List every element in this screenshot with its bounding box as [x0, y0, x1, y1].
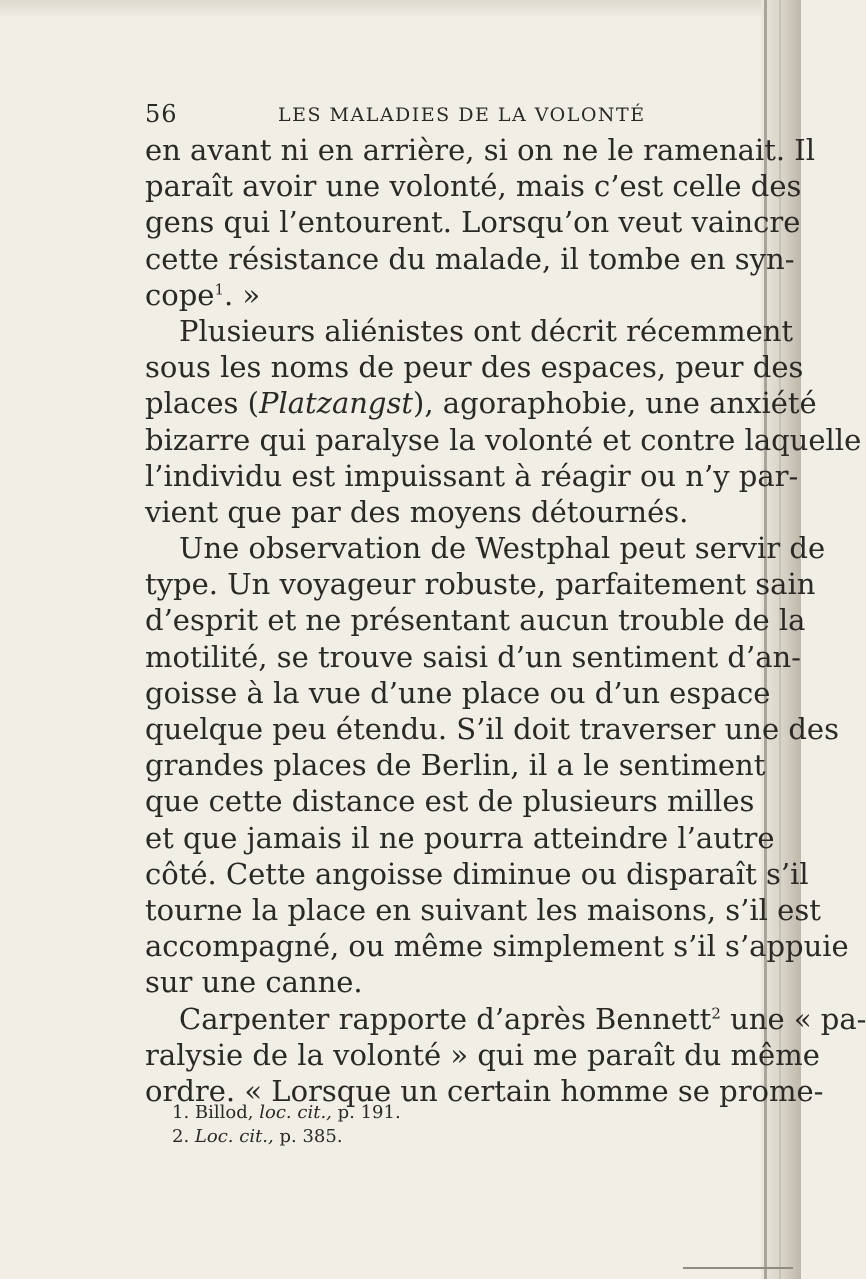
text-segment: quelque peu étendu. S’il doit traverser une des: [145, 712, 839, 746]
text-segment: d’esprit et ne présentant aucun trouble de la: [145, 603, 806, 638]
text-line: [145, 711, 839, 747]
text-segment: motilité, se trouve saisi d’un sentiment d’an-: [145, 639, 801, 674]
page-top-shadow: [0, 0, 801, 18]
text-segment: vient que par des moyens détournés.: [145, 494, 689, 529]
text-line: [145, 892, 821, 928]
text-line: [145, 928, 849, 964]
text-line: [145, 132, 816, 168]
footnote-author: Billod,: [194, 1102, 254, 1123]
text-line: [145, 964, 770, 1000]
text-segment: places (: [145, 386, 259, 421]
text-segment: Une observation de Westphal peut servir de: [179, 531, 826, 566]
page-header: [145, 100, 765, 134]
text-segment: cope: [145, 277, 215, 312]
text-line: [145, 204, 801, 240]
footnote-number: 1.: [172, 1102, 190, 1123]
text-line: [145, 494, 770, 530]
text-segment: accompagné, ou même simplement s’il s’appuie: [145, 929, 849, 964]
text-segment: l’individu est impuissant à réagir ou n’y par-: [145, 458, 799, 493]
text-segment: Carpenter rapporte d’après Bennett: [179, 1001, 712, 1036]
text-segment: type. Un voyageur robuste, parfaitement sain: [145, 567, 816, 602]
text-segment: et que jamais il ne pourra atteindre l’autre: [145, 820, 775, 855]
text-segment: ordre. « Lorsque un certain homme se prome-: [145, 1073, 824, 1108]
text-segment: ), agoraphobie, une anxiété: [413, 386, 817, 421]
text-segment: ralysie de la volonté » qui me paraît du même: [145, 1037, 820, 1072]
text-segment: cette résistance du malade, il tombe en syn-: [145, 241, 795, 276]
body-text: [145, 132, 866, 1109]
text-line: [145, 1037, 820, 1073]
text-segment: en avant ni en arrière, si on ne le ramenait. Il: [145, 133, 816, 167]
text-line: [145, 783, 770, 819]
text-line: [145, 313, 794, 349]
footnote-number: 2.: [172, 1126, 190, 1147]
text-segment: sous les noms de peur des espaces, peur des: [145, 350, 804, 385]
text-line: [145, 349, 804, 385]
text-line: [145, 639, 801, 675]
footnote-ref: loc. cit.,: [259, 1102, 332, 1123]
footnotes: [172, 1101, 752, 1149]
text-segment: que cette distance est de plusieurs milles: [145, 784, 755, 819]
text-line: [145, 1001, 866, 1037]
text-line: [145, 422, 862, 458]
text-segment: goisse à la vue d’une place ou d’un espace: [145, 675, 771, 710]
running-title: LES MALADIES DE LA VOLONTÉ: [278, 104, 646, 126]
text-line: [145, 856, 809, 892]
footnote-reference: 1: [214, 280, 224, 299]
text-line: [145, 458, 799, 494]
italic-term: Platzangst: [258, 386, 414, 421]
text-segment: Plusieurs aliénistes ont décrit récemment: [179, 313, 794, 348]
text-line: [145, 530, 826, 566]
text-line: [145, 820, 775, 856]
text-segment: . »: [223, 277, 261, 312]
text-line: [145, 602, 806, 638]
text-line: [145, 385, 817, 421]
text-segment: tourne la place en suivant les maisons, s’il est: [145, 892, 821, 927]
footnote-page: p. 385.: [279, 1126, 343, 1147]
text-segment: côté. Cette angoisse diminue ou disparaît s’il: [145, 856, 809, 891]
text-segment: grandes places de Berlin, il a le sentiment: [145, 748, 766, 783]
page-number: 56: [145, 100, 178, 128]
text-line: [145, 747, 770, 783]
footnote-ref: Loc. cit.,: [194, 1126, 274, 1147]
text-segment: sur une canne.: [145, 965, 363, 1000]
footnote: [172, 1101, 752, 1125]
text-line: [145, 277, 770, 313]
text-segment: gens qui l’entourent. Lorsqu’on veut vaincre: [145, 205, 801, 240]
footnote-page: p. 191.: [337, 1102, 401, 1123]
footnote: [172, 1125, 752, 1149]
text-line: [145, 675, 770, 711]
footnote-reference: 2: [711, 1003, 721, 1022]
text-segment: paraît avoir une volonté, mais c’est celle des: [145, 169, 802, 204]
text-line: [145, 168, 802, 204]
page-bottom-edge: [683, 1267, 793, 1269]
text-segment: bizarre qui paralyse la volonté et contre laquelle: [145, 422, 862, 457]
text-line: [145, 566, 816, 602]
text-segment: une « pa-: [720, 1001, 866, 1036]
text-line: [145, 241, 795, 277]
